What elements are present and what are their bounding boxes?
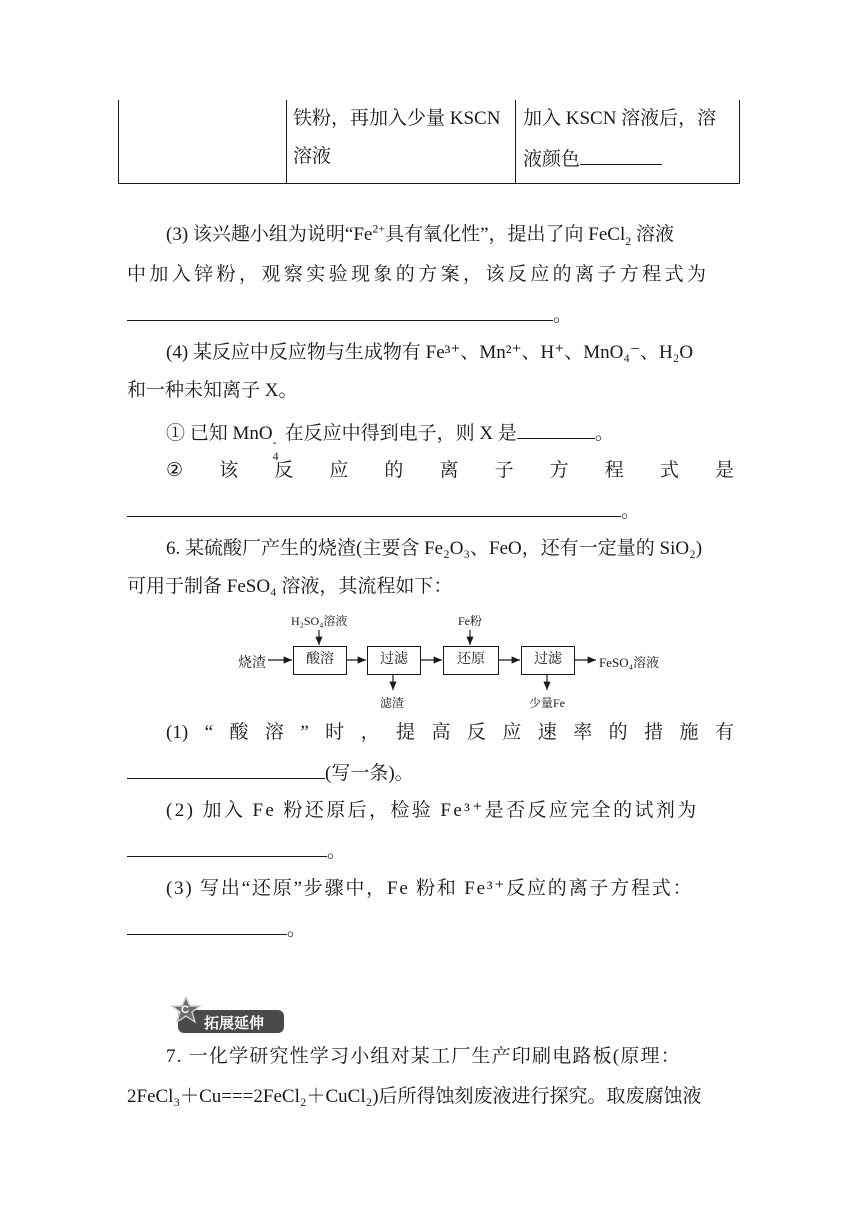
flow-box-filter-2: 过滤 (521, 646, 575, 675)
q3-line2: 中加入锌粉，观察实验现象的方案，该反应的离子方程式为 (127, 264, 710, 285)
experiment-table-fragment (118, 100, 740, 184)
flow-input-acid: H₂SO₄溶液 (291, 614, 348, 628)
q4-sub1: ① 已知 MnO - 4 在反应中得到电子，则 X 是 。 (166, 420, 614, 445)
flow-output-residue: 滤渣 (380, 696, 405, 710)
table-divider (286, 100, 287, 183)
table-cell-text: 液颜色 (523, 146, 662, 171)
table-cell-text: 铁粉，再加入少量 KSCN (293, 108, 501, 129)
q7-line1: 7. 一化学研究性学习小组对某工厂生产印刷电路板(原理： (166, 1046, 681, 1067)
q4-sub2: ② 该 反 应 的 离 子 方 程 式 是 (166, 460, 734, 481)
q6-line1: 6. 某硫酸厂产生的烧渣(主要含 Fe₂O₃、FeO，还有一定量的 SiO₂) (166, 538, 703, 559)
badge-letter: C (181, 1004, 189, 1016)
q3-line1: (3) 该兴趣小组为说明“$Fe^{2+}$具有氧化性”，提出了向 FeCl$_2$ 溶液 (166, 221, 675, 248)
flow-box-acid-dissolve: 酸溶 (293, 646, 347, 675)
q6-p2-line2: 。 (127, 838, 346, 863)
table-cell-text: 溶液 (293, 146, 332, 167)
flow-output-little-fe: 少量Fe (529, 696, 566, 710)
q6-p1-line1: (1) “ 酸 溶 ” 时 ， 提 高 反 应 速 率 的 措 施 有 (166, 722, 734, 743)
q3-answer-line: 。 (127, 302, 572, 327)
table-cell-text: 加入 KSCN 溶液后，溶 (523, 108, 717, 129)
q4-line2: 和一种未知离子 X。 (127, 380, 298, 401)
badge-label: 拓展延伸 (204, 1014, 265, 1032)
q6-line2: 可用于制备 FeSO₄ 溶液，其流程如下： (127, 576, 453, 597)
section-badge-extension (168, 996, 286, 1036)
flow-box-reduce: 还原 (443, 646, 499, 675)
q6-p1-line2: (写一条)。 (127, 760, 414, 785)
q4-line1: (4) 某反应中反应物与生成物有 Fe³⁺、Mn²⁺、H⁺、MnO₄⁻、H₂O (166, 342, 694, 363)
flow-box-filter-1: 过滤 (367, 646, 421, 675)
table-divider (515, 100, 516, 183)
q6-p2-line1: (2) 加入 Fe 粉还原后，检验 Fe³⁺是否反应完全的试剂为 (166, 800, 699, 821)
q7-line2: 2FeCl₃＋Cu===2FeCl₂＋CuCl₂)后所得蚀刻废液进行探究。取废腐蚀液 (127, 1086, 702, 1107)
flow-input-fe-powder: Fe粉 (458, 614, 483, 628)
q6-p3-line1: (3) 写出“还原”步骤中，Fe 粉和 Fe³⁺反应的离子方程式： (166, 878, 694, 899)
q6-p3-line2: 。 (127, 916, 306, 941)
flow-start-label: 烧渣 (238, 656, 266, 671)
flow-end-label: FeSO₄溶液 (599, 655, 660, 670)
q4-answer-line: 。 (127, 498, 640, 523)
